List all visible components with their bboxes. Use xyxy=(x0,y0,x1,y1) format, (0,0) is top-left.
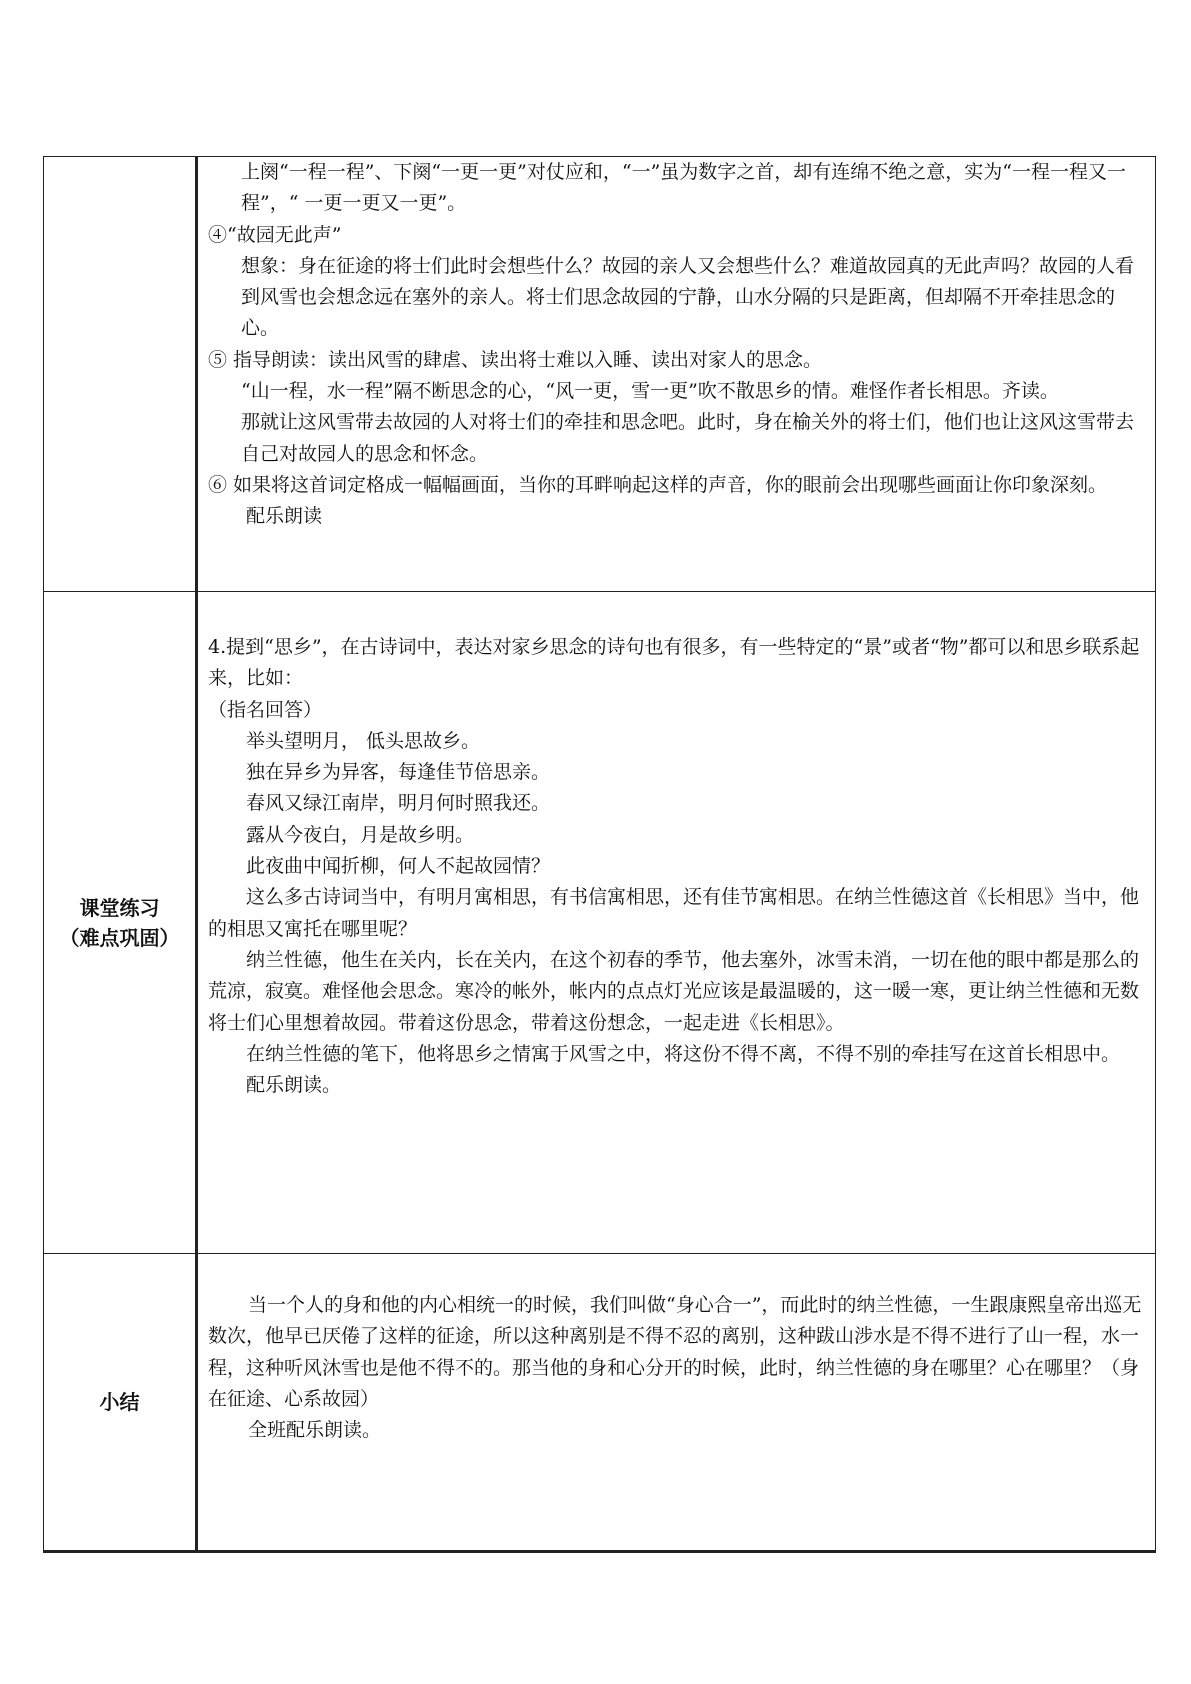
poem-line: 此夜曲中闻折柳，何人不起故园情？ xyxy=(246,855,551,878)
paragraph: 4.提到“思乡”，在古诗词中，表达对家乡思念的诗句也有很多，有一些特定的“景”或者“物”都可以和思乡联系起来，比如： xyxy=(208,636,1140,690)
row-content xyxy=(197,1254,1156,1552)
paragraph: 这么多古诗词当中，有明月寓相思，有书信寓相思，还有佳节寓相思。在纳兰性德这首《长相思》当中，他的相思又寓托在哪里呢？ xyxy=(208,886,1140,940)
paragraph: 想象：身在征途的将士们此时会想些什么？故园的亲人又会想些什么？难道故园真的无此声吗？故园的人看到风雪也会想念远在塞外的亲人。将士们思念故园的宁静，山水分隔的只是距离，但却隔不开牵挂思念的心。 xyxy=(241,254,1135,340)
paragraph: 那就让这风雪带去故园的人对将士们的牵挂和思念吧。此时，身在榆关外的将士们，他们也让这风这雪带去自己对故园人的思念和怀念。 xyxy=(241,411,1135,465)
lesson-plan-table xyxy=(43,156,1156,1553)
paragraph: 全班配乐朗读。 xyxy=(248,1419,382,1442)
paragraph: ⑥ 如果将这首词定格成一幅幅画面，当你的耳畔响起这样的声音，你的眼前会出现哪些画面让你印象深刻。 xyxy=(208,473,1108,496)
paragraph: 纳兰性德，他生在关内，长在关内，在这个初春的季节，他去塞外，冰雪未消，一切在他的眼中都是那么的荒凉，寂寞。难怪他会思念。寒冷的帐外，帐内的点点灯光应该是最温暖的，这一暖一寒，更让纳兰性德和无数将士们心里想着故园。带着这份思念，带着这份想念，一起走进《长相思》。 xyxy=(208,948,1140,1034)
paragraph: 上阕“一程一程”、下阕“一更一更”对仗应和，“一”虽为数字之首，却有连绵不绝之意，实为“一程一程又一程”，“ 一更一更又一更”。 xyxy=(241,161,1126,215)
poem-line: 独在异乡为异客，每逢佳节倍思亲。 xyxy=(246,761,551,784)
paragraph: 在纳兰性德的笔下，他将思乡之情寓于风雪之中，将这份不得不离，不得不别的牵挂写在这首长相思中。 xyxy=(246,1042,1121,1065)
table-row xyxy=(44,157,1156,592)
paragraph: ⑤ 指导朗读：读出风雪的肆虐、读出将士难以入睡、读出对家人的思念。 xyxy=(208,348,823,371)
paragraph: 配乐朗读。 xyxy=(246,1074,342,1097)
row-content xyxy=(197,592,1156,1254)
paragraph: “山一程，水一程”隔不断思念的心，“风一更，雪一更”吹不散思乡的情。难怪作者长相思。齐读。 xyxy=(241,380,1059,403)
table-row xyxy=(44,592,1156,1254)
paragraph: （指名回答） xyxy=(208,698,323,721)
row-label: 小结 xyxy=(44,1254,197,1552)
poem-line: 露从今夜白，月是故乡明。 xyxy=(246,823,475,846)
row-label-line: 课堂练习 xyxy=(79,895,160,920)
paragraph: ④“故园无此声” xyxy=(208,223,342,246)
row-label-line: （难点巩固） xyxy=(59,925,180,950)
paragraph: 配乐朗读 xyxy=(246,505,323,528)
table-row xyxy=(44,1254,1156,1552)
poem-line: 举头望明月， 低头思故乡。 xyxy=(246,729,481,752)
poem-line: 春风又绿江南岸，明月何时照我还。 xyxy=(246,792,551,815)
paragraph: 当一个人的身和他的内心相统一的时候，我们叫做“身心合一”，而此时的纳兰性德，一生跟康熙皇帝出巡无数次，他早已厌倦了这样的征途，所以这种离别是不得不忍的离别，这种跋山涉水是不得不进行了山一程，水一程，这种听风沐雪也是他不得不的。那当他的身和心分开的时候，此时，纳兰性德的身在哪里？心在哪里？（身在征途、心系故园） xyxy=(208,1294,1142,1410)
row-label-empty xyxy=(44,157,197,592)
row-label xyxy=(44,592,197,1254)
row-content xyxy=(197,157,1156,592)
